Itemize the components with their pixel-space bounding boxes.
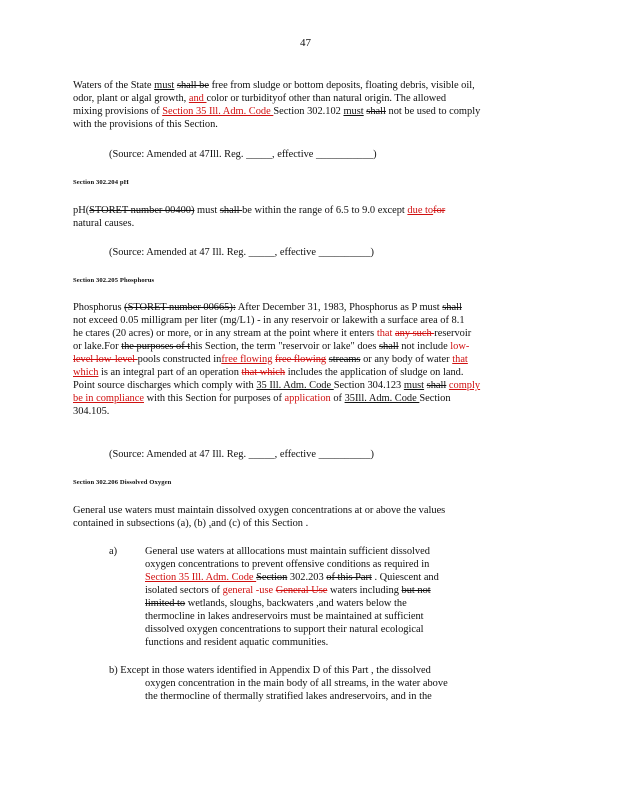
inserted-text: 35 Ill. Adm. Code <box>256 380 334 391</box>
text-run: oxygen concentration in the main body of all streams, in the water above <box>145 678 448 689</box>
text-run: 302.203 <box>287 572 327 583</box>
text-run: odor, plant or algal growth, <box>73 93 189 104</box>
text-line <box>109 546 117 558</box>
text-line <box>73 80 475 92</box>
deleted-text: shall <box>379 341 399 352</box>
inserted-text: which <box>73 367 99 378</box>
text-line <box>73 93 446 105</box>
inserted-text: and <box>188 93 207 104</box>
deleted-text: shall <box>442 302 462 313</box>
text-run: his Section, the term "reservoir or lake" does <box>190 341 380 352</box>
text-run: (Source: Amended at 47 Ill. Reg. _____, effective __________) <box>109 247 374 258</box>
text-line <box>145 678 448 690</box>
inserted-text: due to <box>407 205 434 216</box>
text-run: of <box>330 393 345 404</box>
text-run: must <box>194 205 220 216</box>
text-run: pools constructed in <box>137 354 222 365</box>
text-line <box>145 611 424 623</box>
text-run: (Source: Amended at 47 Ill. Reg. _____, effective __________) <box>109 449 374 460</box>
text-line <box>73 367 463 379</box>
text-line <box>145 585 431 597</box>
text-line <box>73 354 468 366</box>
text-run: oxygen concentrations to prevent offensive conditions as required in <box>145 559 430 570</box>
text-run: and (c) of this Section . <box>211 518 309 529</box>
inserted-text: be in compliance <box>73 393 144 404</box>
text-line <box>145 598 407 610</box>
deleted-text: streams <box>328 354 361 365</box>
text-run: includes the application of sludge on land. <box>285 367 464 378</box>
text-run: Section 304.123 <box>333 380 404 391</box>
inserted-text: general -use <box>222 585 274 596</box>
inserted-text: 35Ill. Adm. Code <box>344 393 420 404</box>
deleted-text: General Use <box>275 585 328 596</box>
deleted-text: shall <box>219 205 243 216</box>
text-run: thermocline in lakes andreservoirs must be maintained at sufficient <box>145 611 424 622</box>
text-run: not include <box>398 341 451 352</box>
text-run: Phosphorus <box>73 302 125 313</box>
inserted-text: that <box>452 354 468 365</box>
text-run: General use waters must maintain dissolved oxygen concentrations at or above the values <box>73 505 446 516</box>
deleted-text: shall <box>366 106 386 117</box>
text-line <box>145 572 439 584</box>
text-run: not be used to comply <box>385 106 481 117</box>
text-line <box>109 149 377 161</box>
deleted-text: for <box>433 205 446 216</box>
deleted-text: shall <box>426 380 447 391</box>
deleted-text: Section <box>256 572 288 583</box>
text-run: the thermocline of thermally stratified lakes andreservoirs, and in the <box>145 691 432 702</box>
text-run: isolated sectors of <box>145 585 223 596</box>
text-run: Section 302.206 Dissolved Oxygen <box>73 479 172 486</box>
text-run: wetlands, sloughs, backwaters ,and waters below the <box>185 598 407 609</box>
inserted-text: that <box>376 328 393 339</box>
text-line <box>73 406 109 418</box>
text-run: waters including <box>327 585 402 596</box>
text-line <box>109 247 374 259</box>
text-run: b) Except in those waters identified in Appendix D of this Part , the dissolved <box>109 665 431 676</box>
text-run: he ctares (20 acres) or more, or in any stream at the point where it enters <box>73 328 377 339</box>
text-run: contained in subsections (a), (b) <box>73 518 209 529</box>
text-run: pH( <box>73 205 90 216</box>
section-heading <box>73 177 129 189</box>
text-line <box>73 315 465 327</box>
text-line <box>109 449 374 461</box>
text-run: mixing provisions of <box>73 106 163 117</box>
text-run: . Quiescent and <box>371 572 439 583</box>
text-line <box>73 119 218 131</box>
text-run: with this Section for purposes of <box>143 393 285 404</box>
text-run: dissolved oxygen concentrations to support their natural ecological <box>145 624 424 635</box>
deleted-text: but not <box>401 585 431 596</box>
text-line <box>73 302 462 314</box>
text-line <box>145 546 430 558</box>
text-run: reservoir <box>434 328 472 339</box>
text-line <box>73 341 469 353</box>
text-run: After December 31, 1983, Phosphorus as P must <box>235 302 443 313</box>
text-run: Section 302.204 pH <box>73 179 129 186</box>
deleted-text: (STORET number 00665): <box>124 302 236 313</box>
text-run: a) <box>109 546 118 557</box>
text-run: free from sludge or bottom deposits, floating debris, visible oil, <box>208 80 475 91</box>
text-run: is an integral part of an operation <box>98 367 242 378</box>
text-run: functions and resident aquatic communities. <box>145 637 329 648</box>
inserted-text: , <box>208 518 212 529</box>
deleted-text: of this Part <box>326 572 372 583</box>
text-run: General use waters at alllocations must maintain sufficient dissolved <box>145 546 430 557</box>
inserted-text: must <box>154 80 175 91</box>
text-line <box>73 205 445 217</box>
text-run: or lake.For <box>73 341 122 352</box>
inserted-text: must <box>403 380 425 391</box>
text-line <box>145 624 423 636</box>
text-run: color or turbidityof other than natural origin. The allowed <box>206 93 447 104</box>
page-number: 47 <box>300 37 311 49</box>
inserted-text: Section 35 Ill. Adm. Code <box>162 106 274 117</box>
text-line <box>145 637 328 649</box>
text-line <box>73 505 445 517</box>
amended-deletion: level low-level <box>73 354 138 365</box>
text-run: or any body of water <box>360 354 453 365</box>
inserted-text: Section 35 Ill. Adm. Code <box>145 572 257 583</box>
text-line <box>73 218 134 230</box>
text-line <box>73 328 471 340</box>
text-line <box>73 393 451 405</box>
deleted-text: shall be <box>176 80 209 91</box>
text-run: Point source discharges which comply with <box>73 380 257 391</box>
inserted-text: application <box>284 393 331 404</box>
deleted-text: STORET number 00400) <box>89 205 195 216</box>
inserted-text: free flowing <box>221 354 273 365</box>
deleted-text: any such <box>395 328 435 339</box>
inserted-text: must <box>343 106 364 117</box>
text-run: Section <box>419 393 451 404</box>
text-line <box>145 691 432 703</box>
text-run: not exceed 0.05 milligram per liter (mg/L1) - in any reservoir or lakewith a surface area of 8.1 <box>73 315 465 326</box>
inserted-text: comply <box>448 380 481 391</box>
text-line <box>73 106 480 118</box>
section-heading <box>73 275 154 287</box>
deleted-text: that which <box>241 367 286 378</box>
text-line <box>73 518 308 530</box>
text-run: natural causes. <box>73 218 135 229</box>
text-run: Section 302.102 <box>273 106 344 117</box>
text-run: with the provisions of this Section. <box>73 119 218 130</box>
text-run: be within the range of 6.5 to 9.0 except <box>242 205 408 216</box>
text-run: Section 302.205 Phosphorus <box>73 277 155 284</box>
inserted-text: low- <box>450 341 470 352</box>
section-heading <box>73 477 171 489</box>
text-run: 304.105. <box>73 406 110 417</box>
text-line <box>73 380 480 392</box>
text-run: (Source: Amended at 47Ill. Reg. _____, effective ___________) <box>109 149 377 160</box>
text-line <box>109 665 431 677</box>
deleted-text: the purposes of t <box>121 341 191 352</box>
text-run: Waters of the State <box>73 80 155 91</box>
deleted-text: limited to <box>145 598 186 609</box>
text-line <box>145 559 429 571</box>
deleted-text: free flowing <box>275 354 327 365</box>
